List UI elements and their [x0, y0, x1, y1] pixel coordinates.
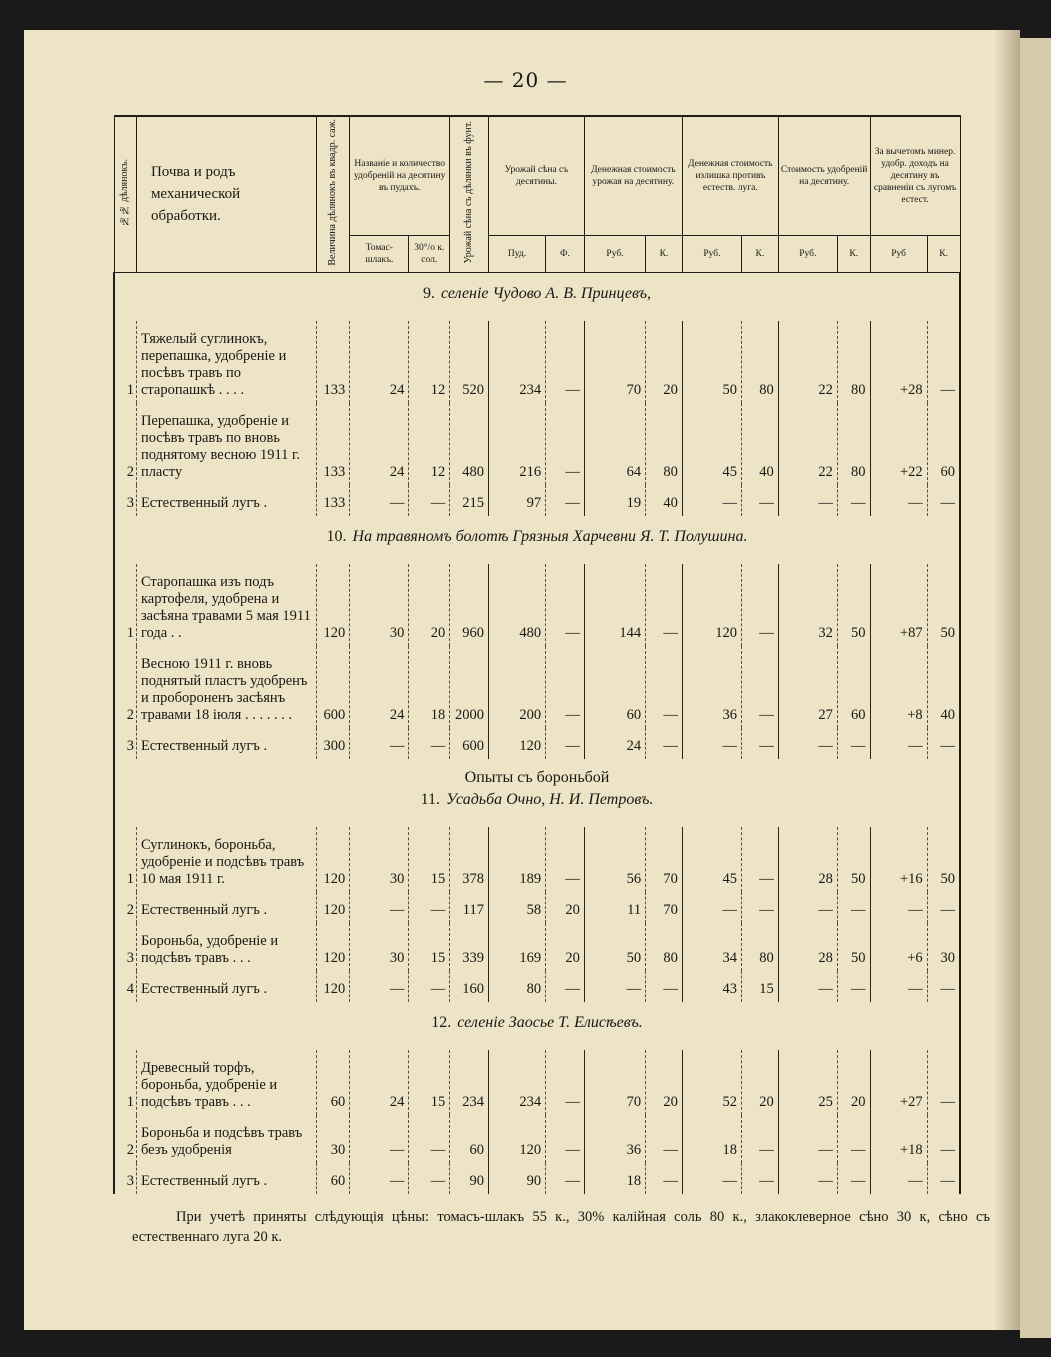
soil-description: Бороньба, удобреніе и подсѣвъ травъ . . . — [136, 923, 316, 971]
plot-size: 120 — [316, 827, 350, 892]
soil-description: Естественный лугъ . — [136, 728, 316, 759]
net-rub: — — [870, 485, 927, 516]
excess-kop: — — [741, 728, 778, 759]
excess-rub: — — [682, 485, 741, 516]
row-number: 2 — [114, 403, 136, 485]
net-rub: +18 — [870, 1115, 927, 1163]
net-kop: — — [927, 892, 960, 923]
net-rub: +16 — [870, 827, 927, 892]
money-kop: 70 — [646, 827, 683, 892]
thomas-slag: — — [350, 1163, 409, 1194]
section-heading — [114, 1002, 960, 1050]
hay-per-plot: 215 — [450, 485, 489, 516]
header-thomas: Томас-шлакъ. — [350, 235, 409, 272]
cost-kop: 50 — [837, 923, 870, 971]
hay-per-plot: 520 — [450, 321, 489, 403]
soil-description: Весною 1911 г. вновь поднятый пластъ удобренъ и пробороненъ засѣянъ травами 18 іюля . . . . . . . — [136, 646, 316, 728]
net-kop: 60 — [927, 403, 960, 485]
section-title: селеніе Заосье Т. Елисѣевъ. — [457, 1013, 643, 1031]
cost-kop: — — [837, 485, 870, 516]
header-plot-no: №№ дѣлянокъ. — [114, 116, 136, 272]
header-money: Денежная стоимость урожая на десятину. — [584, 116, 682, 235]
money-rub: 19 — [584, 485, 645, 516]
yield-pud: 80 — [488, 971, 545, 1002]
net-kop: 40 — [927, 646, 960, 728]
hay-per-plot: 234 — [450, 1050, 489, 1115]
thomas-slag: 24 — [350, 646, 409, 728]
plot-size: 120 — [316, 564, 350, 646]
hay-per-plot: 2000 — [450, 646, 489, 728]
table-row — [114, 646, 960, 728]
row-number: 4 — [114, 971, 136, 1002]
net-rub: +27 — [870, 1050, 927, 1115]
cost-kop: 80 — [837, 321, 870, 403]
hay-per-plot: 339 — [450, 923, 489, 971]
net-rub: — — [870, 971, 927, 1002]
net-kop: 30 — [927, 923, 960, 971]
plot-size: 133 — [316, 321, 350, 403]
money-rub: 144 — [584, 564, 645, 646]
cost-kop: 20 — [837, 1050, 870, 1115]
thomas-slag: 24 — [350, 321, 409, 403]
hay-per-plot: 160 — [450, 971, 489, 1002]
thomas-slag: — — [350, 971, 409, 1002]
yield-funt: — — [546, 1115, 585, 1163]
net-kop: — — [927, 321, 960, 403]
money-kop: 20 — [646, 1050, 683, 1115]
cost-rub: — — [778, 1115, 837, 1163]
hay-per-plot: 378 — [450, 827, 489, 892]
soil-description: Естественный лугъ . — [136, 1163, 316, 1194]
section-pretitle: Опыты съ бороньбой — [114, 759, 960, 789]
money-kop: 20 — [646, 321, 683, 403]
net-kop: — — [927, 1163, 960, 1194]
header-fertilizer: Названіе и количество удобреній на десятину въ пудахъ. — [350, 116, 450, 235]
excess-rub: 45 — [682, 827, 741, 892]
cost-rub: 32 — [778, 564, 837, 646]
excess-rub: 34 — [682, 923, 741, 971]
yield-funt: — — [546, 1163, 585, 1194]
excess-rub: 50 — [682, 321, 741, 403]
excess-rub: 45 — [682, 403, 741, 485]
hay-per-plot: 60 — [450, 1115, 489, 1163]
footnote-text: При учетѣ приняты слѣдующія цѣны: томасъ-шлакъ 55 к., 30% калійная соль 80 к., злакоклеверное сѣно 30 к, сѣно съ естественнаго луга 20 к. — [132, 1209, 990, 1245]
excess-rub: 18 — [682, 1115, 741, 1163]
header-net: За вычетомъ минер. удобр. доходъ на десятину въ сравненіи съ лугомъ естест. — [870, 116, 960, 235]
potash: — — [409, 728, 450, 759]
potash: 12 — [409, 321, 450, 403]
section-heading — [114, 272, 960, 321]
cost-rub: — — [778, 1163, 837, 1194]
soil-description: Бороньба и подсѣвъ травъ безъ удобренія — [136, 1115, 316, 1163]
thomas-slag: 24 — [350, 1050, 409, 1115]
section-title: селеніе Чудово А. В. Принцевъ, — [440, 284, 652, 302]
results-table — [113, 115, 961, 1194]
cost-kop: 50 — [837, 827, 870, 892]
plot-size: 60 — [316, 1050, 350, 1115]
thomas-slag: — — [350, 485, 409, 516]
excess-rub: 52 — [682, 1050, 741, 1115]
header-money-rub: Руб. — [584, 235, 645, 272]
table-row — [114, 827, 960, 892]
table-row — [114, 485, 960, 516]
table-row — [114, 1163, 960, 1194]
row-number: 1 — [114, 564, 136, 646]
net-rub: — — [870, 892, 927, 923]
thomas-slag: — — [350, 728, 409, 759]
header-cost: Стоимость удобреній на десятину. — [778, 116, 870, 235]
header-net-kop: К. — [927, 235, 960, 272]
row-number: 3 — [114, 485, 136, 516]
money-kop: — — [646, 1163, 683, 1194]
soil-description: Естественный лугъ . — [136, 971, 316, 1002]
yield-funt: 20 — [546, 892, 585, 923]
excess-kop: — — [741, 564, 778, 646]
header-money-kop: К. — [646, 235, 683, 272]
net-kop: — — [927, 728, 960, 759]
cost-kop: 60 — [837, 646, 870, 728]
net-rub: +6 — [870, 923, 927, 971]
header-pud: Пуд. — [488, 235, 545, 272]
cost-rub: 28 — [778, 923, 837, 971]
thomas-slag: — — [350, 1115, 409, 1163]
net-kop: 50 — [927, 827, 960, 892]
cost-kop: — — [837, 728, 870, 759]
money-kop: 70 — [646, 892, 683, 923]
table-row — [114, 403, 960, 485]
hay-per-plot: 600 — [450, 728, 489, 759]
header-net-rub: Руб — [870, 235, 927, 272]
yield-pud: 234 — [488, 1050, 545, 1115]
row-number: 2 — [114, 892, 136, 923]
plot-size: 133 — [316, 485, 350, 516]
table-row — [114, 564, 960, 646]
cost-rub: 22 — [778, 403, 837, 485]
yield-pud: 90 — [488, 1163, 545, 1194]
money-rub: 11 — [584, 892, 645, 923]
excess-rub: 36 — [682, 646, 741, 728]
excess-kop: 80 — [741, 923, 778, 971]
money-rub: 64 — [584, 403, 645, 485]
soil-description: Суглинокъ, бороньба, удобреніе и подсѣвъ травъ 10 мая 1911 г. — [136, 827, 316, 892]
money-rub: 60 — [584, 646, 645, 728]
yield-pud: 120 — [488, 728, 545, 759]
net-kop: 50 — [927, 564, 960, 646]
table-row — [114, 923, 960, 971]
hay-per-plot: 117 — [450, 892, 489, 923]
potash: — — [409, 485, 450, 516]
money-rub: 24 — [584, 728, 645, 759]
yield-pud: 234 — [488, 321, 545, 403]
plot-size: 300 — [316, 728, 350, 759]
excess-kop: — — [741, 485, 778, 516]
row-number: 2 — [114, 646, 136, 728]
hay-per-plot: 90 — [450, 1163, 489, 1194]
potash: 15 — [409, 1050, 450, 1115]
header-hay-plot: Урожай сѣна съ дѣлянки въ фунт. — [450, 116, 489, 272]
section-title: На травяномъ болотѣ Грязныя Харчевни Я. Т. Полушина. — [352, 527, 748, 545]
yield-pud: 200 — [488, 646, 545, 728]
soil-description: Естественный лугъ . — [136, 892, 316, 923]
potash: 12 — [409, 403, 450, 485]
net-rub: +8 — [870, 646, 927, 728]
plot-size: 120 — [316, 971, 350, 1002]
potash: 15 — [409, 923, 450, 971]
section-number: 9. — [422, 284, 435, 302]
yield-funt: — — [546, 1050, 585, 1115]
section-number: 10. — [326, 527, 347, 545]
yield-funt: — — [546, 827, 585, 892]
net-rub: — — [870, 1163, 927, 1194]
row-number: 3 — [114, 728, 136, 759]
footnote — [132, 1207, 990, 1247]
cost-kop: — — [837, 971, 870, 1002]
table-row — [114, 971, 960, 1002]
excess-rub: — — [682, 1163, 741, 1194]
potash: — — [409, 1115, 450, 1163]
row-number: 1 — [114, 321, 136, 403]
row-number: 2 — [114, 1115, 136, 1163]
header-soil: Почва и родъ механической обработки. — [136, 116, 316, 272]
excess-kop: — — [741, 646, 778, 728]
yield-pud: 97 — [488, 485, 545, 516]
money-rub: 18 — [584, 1163, 645, 1194]
potash: — — [409, 971, 450, 1002]
cost-kop: 50 — [837, 564, 870, 646]
table-row — [114, 1115, 960, 1163]
money-rub: 36 — [584, 1115, 645, 1163]
thomas-slag: 30 — [350, 827, 409, 892]
cost-rub: 25 — [778, 1050, 837, 1115]
soil-description: Тяжелый суглинокъ, перепашка, удобреніе и посѣвъ травъ по старопашкѣ . . . . — [136, 321, 316, 403]
header-excess-kop: К. — [741, 235, 778, 272]
excess-kop: — — [741, 1115, 778, 1163]
plot-size: 133 — [316, 403, 350, 485]
header-cost-rub: Руб. — [778, 235, 837, 272]
page-number: — 20 — — [483, 68, 568, 92]
yield-funt: — — [546, 728, 585, 759]
section-heading — [114, 516, 960, 564]
excess-rub: — — [682, 728, 741, 759]
cost-kop: — — [837, 1163, 870, 1194]
net-kop: — — [927, 485, 960, 516]
table-body — [114, 272, 960, 1194]
excess-kop: 20 — [741, 1050, 778, 1115]
money-kop: — — [646, 1115, 683, 1163]
soil-description: Старопашка изъ подъ картофеля, удобрена и засѣяна травами 5 мая 1911 года . . — [136, 564, 316, 646]
yield-funt: — — [546, 971, 585, 1002]
soil-description: Древесный торфъ, бороньба, удобреніе и подсѣвъ травъ . . . — [136, 1050, 316, 1115]
excess-rub: 43 — [682, 971, 741, 1002]
excess-kop: — — [741, 1163, 778, 1194]
excess-kop: — — [741, 827, 778, 892]
thomas-slag: 24 — [350, 403, 409, 485]
hay-per-plot: 480 — [450, 403, 489, 485]
table-row — [114, 1050, 960, 1115]
table-row — [114, 321, 960, 403]
row-number: 1 — [114, 827, 136, 892]
net-rub: +28 — [870, 321, 927, 403]
money-kop: — — [646, 728, 683, 759]
section-number: 11. — [420, 790, 440, 808]
yield-pud: 58 — [488, 892, 545, 923]
table-header — [114, 116, 960, 272]
net-rub: +87 — [870, 564, 927, 646]
cost-rub: 27 — [778, 646, 837, 728]
header-excess-rub: Руб. — [682, 235, 741, 272]
header-excess: Денежная стоимость излишка противъ естеств. луга. — [682, 116, 778, 235]
header-cost-kop: К. — [837, 235, 870, 272]
money-rub: 50 — [584, 923, 645, 971]
plot-size: 120 — [316, 923, 350, 971]
row-number: 1 — [114, 1050, 136, 1115]
cost-rub: 22 — [778, 321, 837, 403]
net-rub: — — [870, 728, 927, 759]
yield-funt: — — [546, 321, 585, 403]
hay-per-plot: 960 — [450, 564, 489, 646]
section-heading — [114, 789, 960, 827]
net-kop: — — [927, 1050, 960, 1115]
header-yield: Урожай сѣна съ десятины. — [488, 116, 584, 235]
money-rub: 56 — [584, 827, 645, 892]
cost-rub: 28 — [778, 827, 837, 892]
thomas-slag: 30 — [350, 923, 409, 971]
potash: 15 — [409, 827, 450, 892]
money-kop: 80 — [646, 923, 683, 971]
plot-size: 30 — [316, 1115, 350, 1163]
money-rub: 70 — [584, 1050, 645, 1115]
soil-description: Перепашка, удобреніе и посѣвъ травъ по вновь поднятому весною 1911 г. пласту — [136, 403, 316, 485]
money-kop: 40 — [646, 485, 683, 516]
cost-rub: — — [778, 892, 837, 923]
table-row — [114, 892, 960, 923]
plot-size: 600 — [316, 646, 350, 728]
header-funt: Ф. — [546, 235, 585, 272]
yield-pud: 216 — [488, 403, 545, 485]
cost-rub: — — [778, 971, 837, 1002]
potash: 20 — [409, 564, 450, 646]
potash: 18 — [409, 646, 450, 728]
yield-pud: 169 — [488, 923, 545, 971]
net-kop: — — [927, 971, 960, 1002]
cost-kop: — — [837, 1115, 870, 1163]
money-rub: — — [584, 971, 645, 1002]
adjacent-page-edge — [1020, 38, 1051, 1338]
excess-kop: 80 — [741, 321, 778, 403]
net-rub: +22 — [870, 403, 927, 485]
money-kop: — — [646, 564, 683, 646]
excess-kop: — — [741, 892, 778, 923]
yield-funt: 20 — [546, 923, 585, 971]
page-binding-shadow — [994, 30, 1020, 1330]
cost-kop: — — [837, 892, 870, 923]
excess-kop: 40 — [741, 403, 778, 485]
excess-rub: 120 — [682, 564, 741, 646]
yield-pud: 120 — [488, 1115, 545, 1163]
yield-funt: — — [546, 403, 585, 485]
money-rub: 70 — [584, 321, 645, 403]
thomas-slag: 30 — [350, 564, 409, 646]
plot-size: 120 — [316, 892, 350, 923]
cost-rub: — — [778, 728, 837, 759]
money-kop: 80 — [646, 403, 683, 485]
yield-funt: — — [546, 564, 585, 646]
plot-size: 60 — [316, 1163, 350, 1194]
section-title: Усадьба Очно, Н. И. Петровъ. — [446, 790, 654, 808]
yield-pud: 480 — [488, 564, 545, 646]
row-number: 3 — [114, 1163, 136, 1194]
money-kop: — — [646, 971, 683, 1002]
excess-kop: 15 — [741, 971, 778, 1002]
excess-rub: — — [682, 892, 741, 923]
potash: — — [409, 892, 450, 923]
money-kop: — — [646, 646, 683, 728]
section-number: 12. — [431, 1013, 452, 1031]
potash: — — [409, 1163, 450, 1194]
header-plot-size: Величина дѣлянокъ въ квадр. саж. — [316, 116, 350, 272]
thomas-slag: — — [350, 892, 409, 923]
header-potash: 30°/o к. сол. — [409, 235, 450, 272]
yield-funt: — — [546, 485, 585, 516]
table-row — [114, 728, 960, 759]
soil-description: Естественный лугъ . — [136, 485, 316, 516]
yield-funt: — — [546, 646, 585, 728]
row-number: 3 — [114, 923, 136, 971]
cost-rub: — — [778, 485, 837, 516]
net-kop: — — [927, 1115, 960, 1163]
cost-kop: 80 — [837, 403, 870, 485]
yield-pud: 189 — [488, 827, 545, 892]
